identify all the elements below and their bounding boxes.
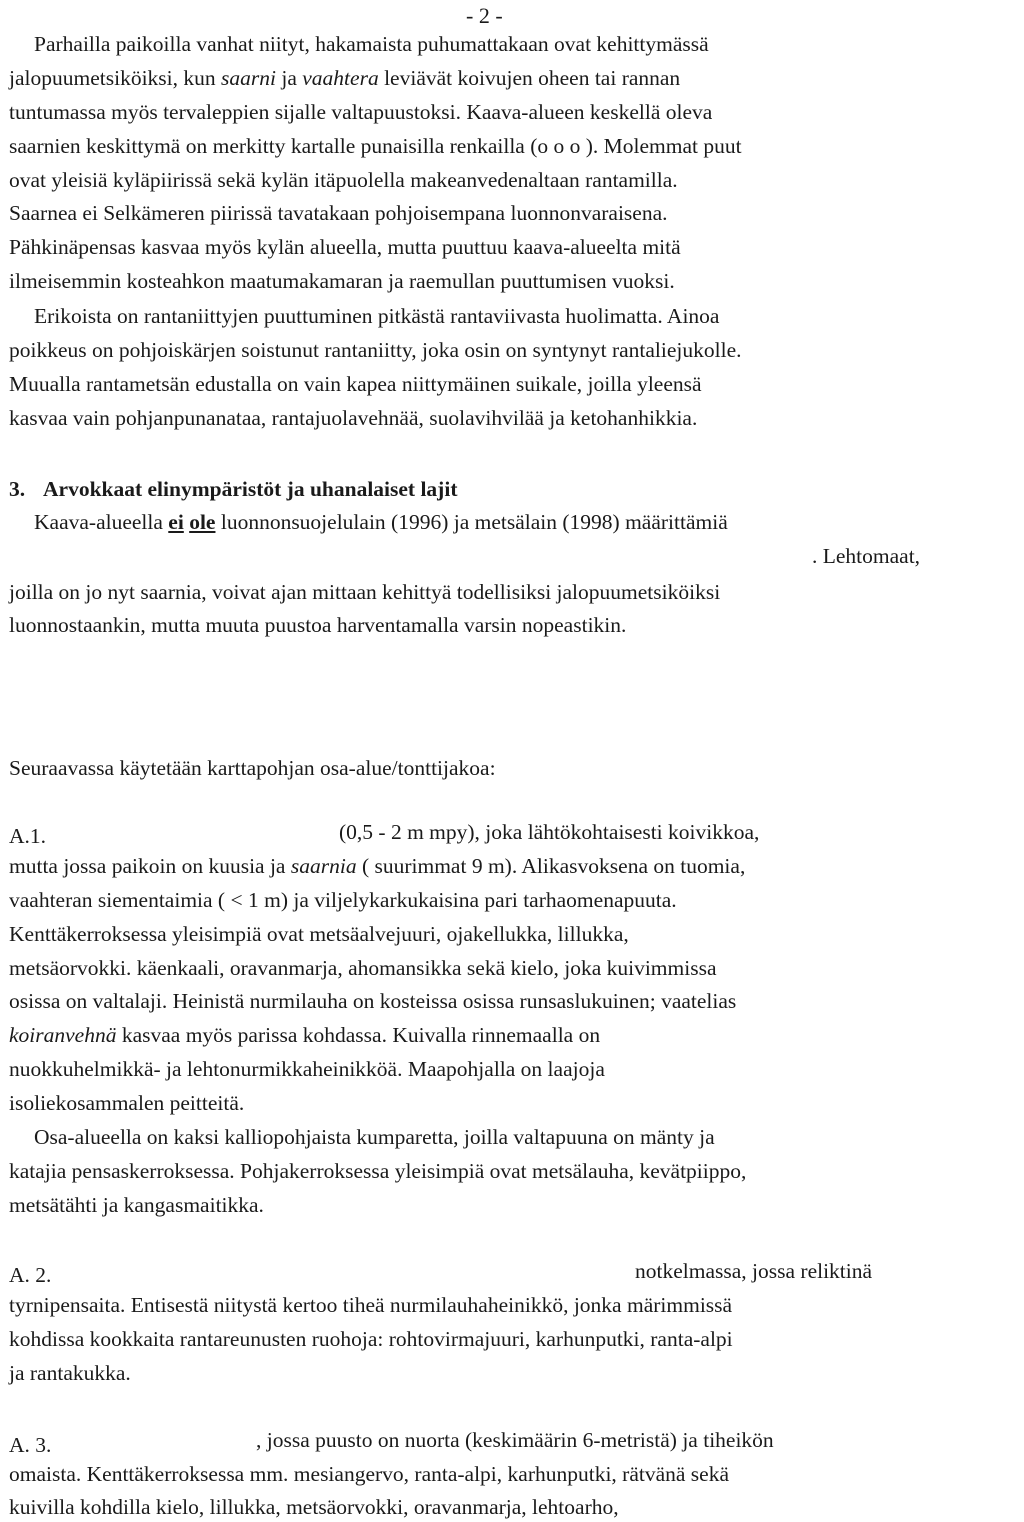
text-line: , jossa puusto on nuorta (keskimäärin 6-metristä) ja tiheikön [256,1428,774,1452]
text-line: luonnostaankin, mutta muuta puustoa harventamalla varsin nopeastikin. [9,613,627,637]
text-line: tyrnipensaita. Entisestä niitystä kertoo tiheä nurmilauhaheinikkö, jonka märimmissä [9,1293,733,1317]
text-line: Erikoista on rantaniittyjen puuttuminen pitkästä rantaviivasta huolimatta. Ainoa [34,304,720,328]
species-name: koiranvehnä [9,1023,117,1047]
text-line: ilmeisemmin kosteahkon maatumakamaran ja raemullan puuttumisen vuoksi. [9,269,675,293]
text-run: luonnonsuojelulain (1996) ja metsälain (1998) määrittämiä [215,510,728,534]
area-label: A.1. [9,824,47,848]
text-line: ja rantakukka. [9,1361,131,1385]
text-line: kasvaa vain pohjanpunanataa, rantajuolavehnää, suolavihvilää ja ketohanhikkia. [9,406,698,430]
text-run: leviävät koivujen oheen tai rannan [378,66,681,90]
text-run: ( suurimmat 9 m). Alikasvoksena on tuomia, [356,854,746,878]
text-run: jalopuumetsiköiksi, kun [9,66,222,90]
text-run: Kaava-alueella [34,510,169,534]
text-line: Pähkinäpensas kasvaa myös kylän alueella, mutta puuttuu kaava-alueelta mitä [9,235,681,259]
text-line: osissa on valtalaji. Heinistä nurmilauha on kosteissa osissa runsaslukuinen; vaatelias [9,989,737,1013]
text-line: Parhailla paikoilla vanhat niityt, hakamaista puhumattakaan ovat kehittymässä [34,32,709,56]
text-line: . Lehtomaat, [812,544,921,568]
text-line: joilla on jo nyt saarnia, voivat ajan mittaan kehittyä todellisiksi jalopuumetsiköiksi [9,580,721,604]
text-line: kuivilla kohdilla kielo, lillukka, metsäorvokki, oravanmarja, lehtoarho, [9,1495,619,1519]
text-line: (0,5 - 2 m mpy), joka lähtökohtaisesti koivikkoa, [339,820,760,844]
emphasis: ei [168,510,184,534]
text-line [34,509,728,535]
text-line: saarnien keskittymä on merkitty kartalle punaisilla renkailla (o o o ). Molemmat puut [9,134,742,158]
section-heading: Arvokkaat elinympäristöt ja uhanalaiset lajit [43,477,458,501]
text-line: kohdissa kookkaita rantareunusten ruohoja: rohtovirmajuuri, karhunputki, ranta-alpi [9,1327,733,1351]
page-number: - 2 - [466,3,503,28]
text-line: Osa-alueella on kaksi kalliopohjaista kumparetta, joilla valtapuuna on mänty ja [34,1125,715,1149]
species-name: saarni [221,66,276,90]
text-line: Muualla rantametsän edustalla on vain kapea niittymäinen suikale, joilla yleensä [9,372,702,396]
text-line: vaahteran siementaimia ( < 1 m) ja viljelykarkukaisina pari tarhaomenapuuta. [9,888,677,912]
section-number: 3. [9,477,26,501]
text-line: katajia pensaskerroksessa. Pohjakerroksessa yleisimpiä ovat metsälauha, kevätpiippo, [9,1159,747,1183]
text-line: notkelmassa, jossa reliktinä [635,1259,873,1283]
text-line: ovat yleisiä kyläpiirissä sekä kylän itäpuolella makeanvedenaltaan rantamilla. [9,168,678,192]
area-label: A. 2. [9,1263,52,1287]
text-run: kasvaa myös parissa kohdassa. Kuivalla rinnemaalla on [116,1023,601,1047]
text-line: poikkeus on pohjoiskärjen soistunut rantaniitty, joka osin on syntynyt rantaliejukolle. [9,338,742,362]
area-label: A. 3. [9,1433,52,1457]
text-line [9,853,745,879]
text-run: ja [275,66,303,90]
emphasis: ole [189,510,216,534]
text-line: omaista. Kenttäkerroksessa mm. mesiangervo, ranta-alpi, karhunputki, rätvänä sekä [9,1462,730,1486]
text-line: metsätähti ja kangasmaitikka. [9,1193,264,1217]
text-line: tuntumassa myös tervaleppien sijalle valtapuustoksi. Kaava-alueen keskellä oleva [9,100,713,124]
text-line: metsäorvokki. käenkaali, oravanmarja, ahomansikka sekä kielo, joka kuivimmissa [9,956,717,980]
text-line: Kenttäkerroksessa yleisimpiä ovat metsäalvejuuri, ojakellukka, lillukka, [9,922,629,946]
text-run: mutta jossa paikoin on kuusia ja [9,854,291,878]
species-name: vaahtera [302,66,379,90]
text-line: nuokkuhelmikkä- ja lehtonurmikkaheinikköä. Maapohjalla on laajoja [9,1057,605,1081]
text-line: isoliekosammalen peitteitä. [9,1091,245,1115]
intro-line: Seuraavassa käytetään karttapohjan osa-alue/tonttijakoa: [9,756,496,780]
species-name: saarnia [290,854,357,878]
text-line [9,1022,600,1048]
text-line [9,65,680,91]
text-line: Saarnea ei Selkämeren piirissä tavatakaan pohjoisempana luonnonvaraisena. [9,201,668,225]
